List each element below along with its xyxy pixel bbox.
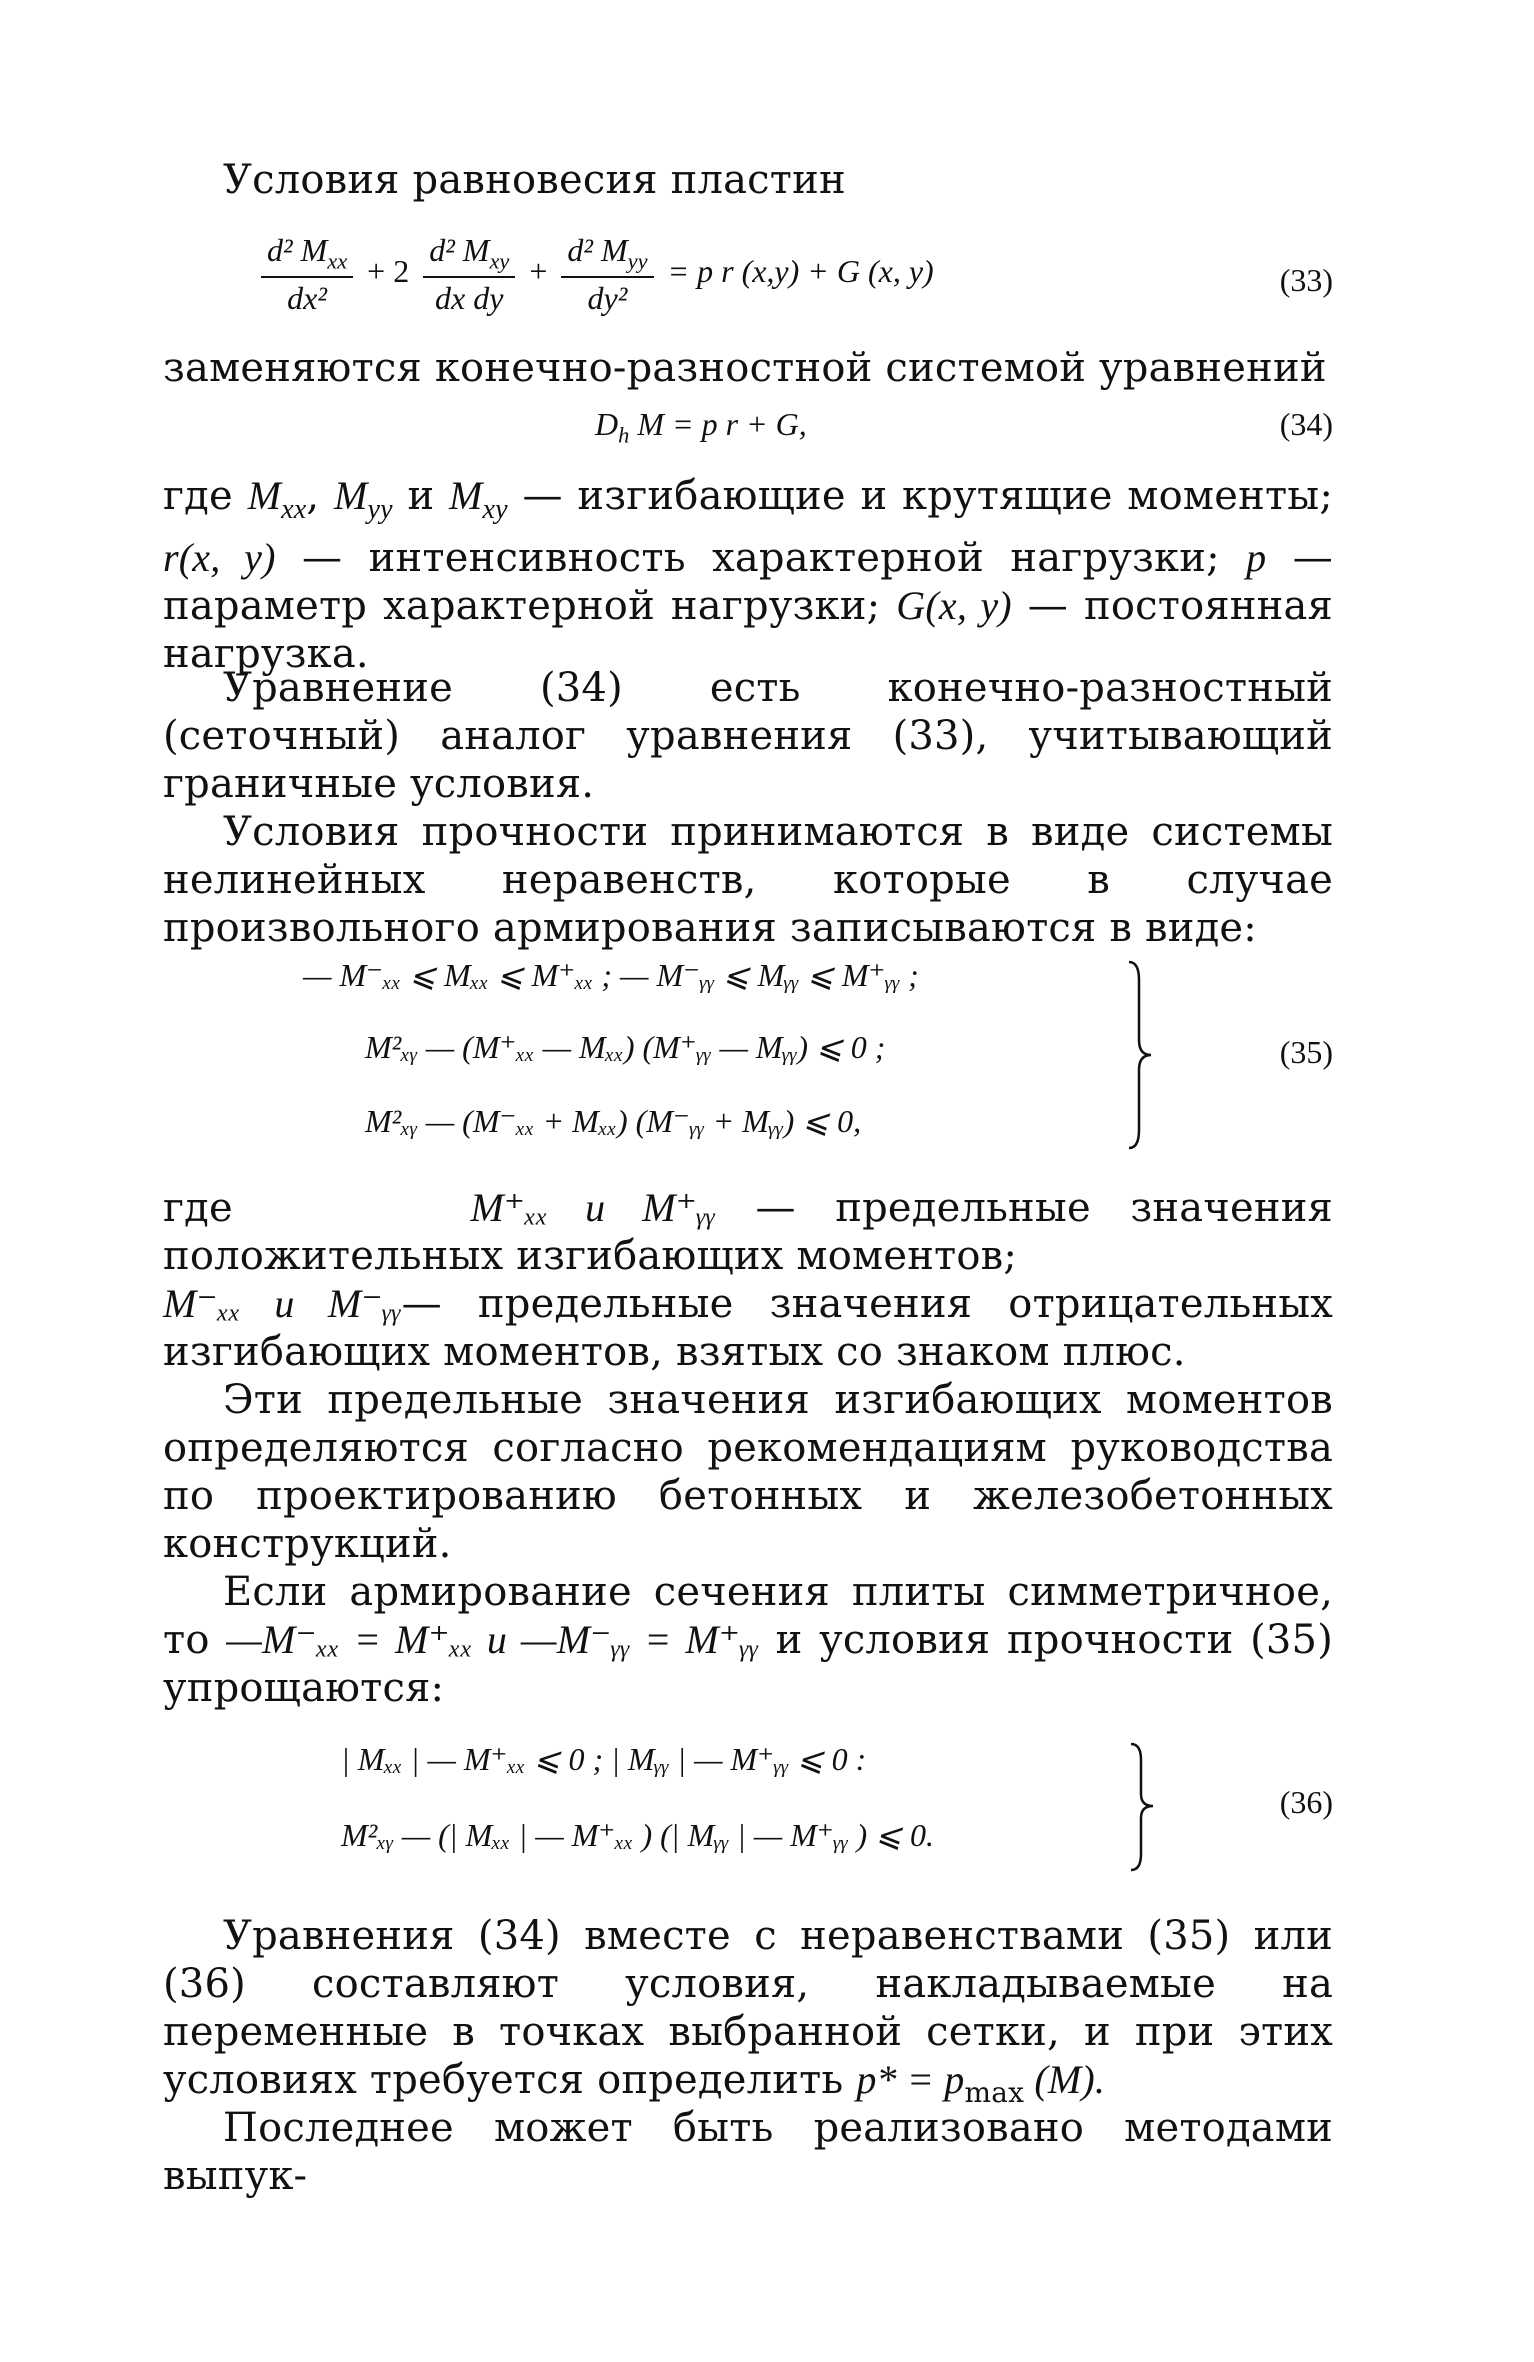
- right-brace-icon: [1125, 1742, 1165, 1872]
- paragraph-symmetric-reinforcement: Если армирование сечения плиты симметричное, то —M⁻ₓₓ = M⁺ₓₓ и —M⁻ᵧᵧ = M⁺ᵧᵧ и условия прочности (35) упрощаются:: [163, 1569, 1333, 1711]
- paragraph-convex-methods: [163, 2104, 1333, 2200]
- paragraph-replaced-by: [163, 344, 1333, 392]
- paragraph-positive-limits: где M⁺ₓₓ и M⁺ᵧᵧ — предельные значения положительных изгибающих моментов;: [163, 1185, 1333, 1279]
- equation-number: (36): [1279, 1784, 1333, 1820]
- equation-number: (35): [1279, 1034, 1333, 1070]
- right-brace-icon: [1123, 960, 1163, 1150]
- fraction-d2mxx: $\frac{d^2 M_{xx}}{\text{dx²}}$: [261, 232, 353, 317]
- paragraph-text: заменяются конечно-разностной системой уравнений: [163, 345, 1327, 391]
- paragraph-optimization-conditions: Уравнения (34) вместе с неравенствами (35) или (36) составляют условия, накладываемые на переменные в точках выбранной сетки, и при этих условиях требуется определить $p* = p_{max}$ (M).: [163, 1913, 1333, 2109]
- equation-33: [163, 232, 1333, 332]
- equation-34: $D_h$ M = p r + G, (34): [595, 406, 1333, 448]
- paragraph-text: Условия прочности принимаются в виде системы нелинейных неравенств, которые в случае произвольного армирования записываются в виде:: [163, 809, 1333, 951]
- equation-number: (34): [1279, 406, 1333, 442]
- inequality-line-1: | Mₓₓ | — M⁺ₓₓ ⩽ 0 ; | Mᵧᵧ | — M⁺ᵧᵧ ⩽ 0 :: [341, 1741, 867, 1777]
- inequality-line-2: M²ₓᵧ — (| Mₓₓ | — M⁺ₓₓ ) (| Mᵧᵧ | — M⁺ᵧᵧ ) ⩽ 0.: [341, 1817, 934, 1853]
- operator-plus-2: + 2: [367, 253, 410, 290]
- operator-plus: +: [529, 253, 548, 290]
- paragraph-equation-34-analog: [163, 664, 1333, 808]
- paragraph-negative-limits: M⁻ₓₓ и M⁻ᵧᵧ— предельные значения отрицательных изгибающих моментов, взятых со знаком плюс.: [163, 1281, 1333, 1375]
- equation-number: (33): [1279, 262, 1333, 298]
- paragraph-limit-values: [163, 1376, 1333, 1568]
- paragraph-text: Эти предельные значения изгибающих моментов определяются согласно рекомендациям руководства по проектированию бетонных и железобетонных конструкций.: [163, 1377, 1333, 1567]
- equation-35: [163, 956, 1333, 1166]
- fraction-d2myy: $\frac{d^2 M_{yy}}{\text{dy²}}$: [561, 232, 653, 317]
- paragraph-text: Условия равновесия пластин: [223, 157, 846, 203]
- paragraph-plate-equilibrium: [163, 156, 1333, 204]
- paragraph-text: Уравнение (34) есть конечно-разностный (сеточный) аналог уравнения (33), учитывающий граничные условия.: [163, 665, 1333, 807]
- paragraph-strength-conditions: [163, 808, 1333, 952]
- equation-rhs: = p r (x,y) + G (x, y): [667, 253, 934, 290]
- fraction-d2mxy: $\frac{d^2 M_{xy}}{\text{dx dy}}$: [423, 232, 515, 317]
- equation-36: [163, 1740, 1333, 1880]
- paragraph-text: Последнее может быть реализовано методами выпук-: [163, 2105, 1333, 2199]
- inequality-line-3: M²ₓᵧ — (M⁻ₓₓ + Mₓₓ) (M⁻ᵧᵧ + Mᵧᵧ) ⩽ 0,: [365, 1103, 862, 1139]
- inequality-line-2: M²ₓᵧ — (M⁺ₓₓ — Mₓₓ) (M⁺ᵧᵧ — Mᵧᵧ) ⩽ 0 ;: [365, 1029, 886, 1065]
- inequality-line-1: — M⁻ₓₓ ⩽ Mₓₓ ⩽ M⁺ₓₓ ; — M⁻ᵧᵧ ⩽ Mᵧᵧ ⩽ M⁺ᵧᵧ ;: [303, 957, 919, 993]
- paragraph-moment-definitions: где $M_{xx}$, $M_{yy}$ и $M_{xy}$ — изгибающие и крутящие моменты; r(x, y) — интенсивность характерной нагрузки; p — параметр характерной нагрузки; G(x, y) — постоянная нагрузка.: [163, 473, 1333, 677]
